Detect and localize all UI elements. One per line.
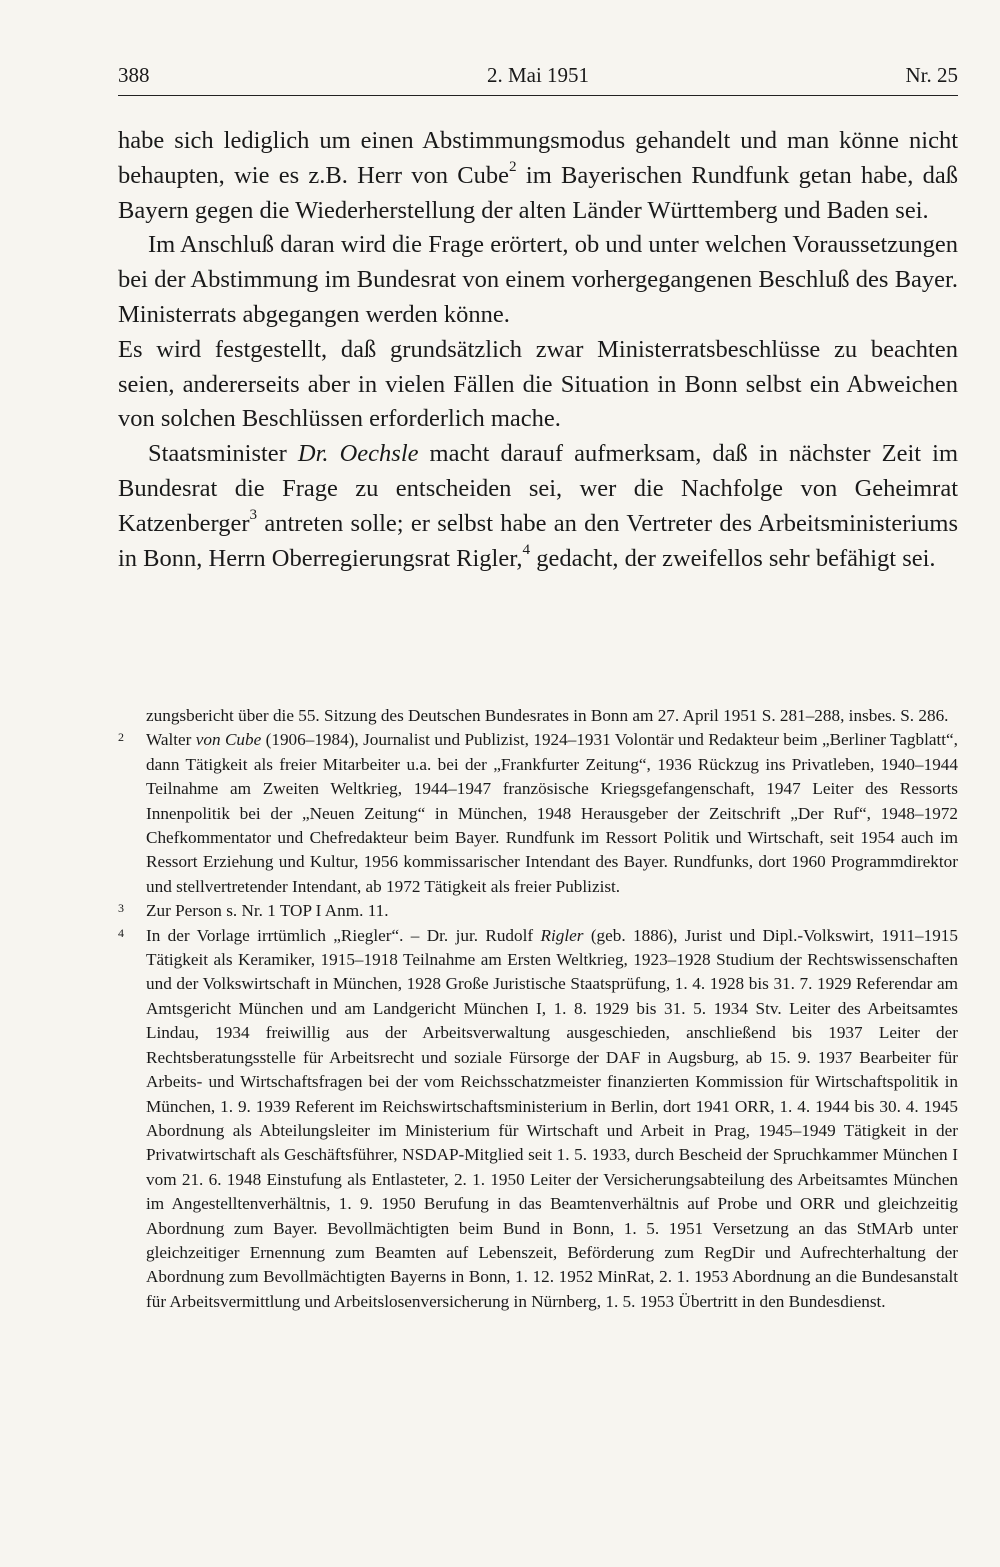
footnote-2-text-a: Walter bbox=[146, 730, 196, 750]
footnote-continuation bbox=[118, 704, 958, 728]
footnote-continuation-text: zungsbericht über die 55. Sitzung des Deutschen Bundesrates in Bonn am 27. April 1951 S. 281–288, insbes. S. 286. bbox=[146, 706, 949, 725]
footnote-2 bbox=[118, 728, 958, 899]
page-number: 388 bbox=[118, 63, 150, 87]
paragraph-1 bbox=[118, 124, 958, 228]
person-name-oechsle: Dr. Oechsle bbox=[297, 440, 419, 468]
footnote-ref-2[interactable]: 2 bbox=[509, 158, 517, 176]
paragraph-4-text-b: macht darauf aufmerksam, daß in nächster Zeit im Bundesrat die Frage zu entscheiden sei, wer die Nachfolge von Geheimrat Katzenberger bbox=[118, 440, 959, 537]
footnote-ref-4[interactable]: 4 bbox=[522, 541, 531, 559]
paragraph-4-text-a: Staatsminister bbox=[148, 440, 298, 468]
footnote-3 bbox=[118, 899, 958, 923]
footnote-2-number: 2 bbox=[118, 730, 124, 745]
footnote-2-text-b: (1906–1984), Journalist und Publizist, 1924–1931 Volontär und Redakteur beim „Berliner Tagblatt“, dann Tätigkeit als freier Mitarbeiter u.a. bei der „Frankfurter Zeitung“, 1936 Rückzug ins Privatleben, 1940–1944 Teilnahme am Zweiten Weltkrieg, 1944–1947 französische Kriegsgefangenschaft, 1947 Leiter des Ressorts Innenpolitik bei der „Neuen Zeitung“ in München, 1948 Herausgeber der Zeitschrift „Der Ruf“, 1948–1972 Chefkommentator und Chefredakteur beim Bayer. Rundfunk im Ressort Politik und Wirtschaft, seit 1954 auch im Ressort Erziehung und Kultur, 1956 kommissarischer Intendant des Bayer. Rundfunks, dort 1960 Programmdirektor und stellvertretender Intendant, ab 1972 Tätigkeit als freier Publizist. bbox=[146, 730, 958, 896]
footnote-4-number: 4 bbox=[118, 925, 124, 940]
page-date: 2. Mai 1951 bbox=[486, 63, 590, 87]
main-text bbox=[118, 124, 958, 576]
paragraph-4 bbox=[118, 437, 958, 576]
person-name-rigler: Rigler bbox=[540, 925, 584, 945]
footnote-2-text bbox=[146, 728, 958, 899]
paragraph-1-text-a: habe sich lediglich um einen Abstimmungsmodus gehandelt und man könne nicht behaupten, wie es z.B. Herr von Cube bbox=[118, 127, 958, 189]
footnote-4-text-a: In der Vorlage irrtümlich „Riegler“. – Dr. jur. Rudolf bbox=[146, 925, 541, 945]
footnote-3-text: Zur Person s. Nr. 1 TOP I Anm. 11. bbox=[146, 901, 389, 921]
paragraph-4-text-c: antreten solle; er selbst habe an den Vertreter des Arbeitsministeriums in Bonn, Herrn Oberregierungsrat Rigler, bbox=[118, 509, 958, 572]
paragraph-1-text-b: im Bayerischen Rundfunk getan habe, daß Bayern gegen die Wiederherstellung der alten Länder Württemberg und Baden sei. bbox=[118, 161, 958, 224]
header-rule bbox=[118, 95, 958, 96]
footnote-4 bbox=[118, 924, 958, 1315]
paragraph-4-text-d: gedacht, der zweifellos sehr befähigt sei. bbox=[530, 544, 936, 572]
footnote-4-text-b: (geb. 1886), Jurist und Dipl.-Volkswirt, 1911–1915 Tätigkeit als Keramiker, 1915–1918 Teilnahme am Ersten Weltkrieg, 1923–1928 Studium der Rechtswissenschaften und der Volkswirtschaft in München, 1928 Große Juristische Staatsprüfung, 1. 4. 1928 bis 31. 7. 1929 Referendar am Amtsgericht München und am Landgericht München I, 1. 8. 1929 bis 31. 5. 1934 Stv. Leiter des Arbeitsamtes Lindau, 1934 freiwillig aus der Arbeitsverwaltung ausgeschieden, anschließend bis 1937 Leiter der Rechtsberatungsstelle für Arbeitsrecht und soziale Fürsorge der DAF in Augsburg, ab 15. 9. 1937 Bearbeiter für Arbeits- und Wirtschaftsfragen bei der vom Reichsschatzmeister finanzierten Kommission für Wirtschaftspolitik in München, 1. 9. 1939 Referent im Reichswirtschaftsministerium in Berlin, dort 1941 ORR, 1. 4. 1944 bis 30. 4. 1945 Abordnung als Abteilungsleiter im Ministerium für Wirtschaft und Arbeit in Prag, 1945–1949 Tätigkeit in der Privatwirtschaft als Geschäftsführer, NSDAP-Mitglied seit 1. 5. 1933, durch Bescheid der Spruchkammer München I vom 21. 6. 1948 Einstufung als Entlasteter, 2. 1. 1950 Leiter der Versicherungsabteilung des Arbeitsamtes München im Angestelltenverhältnis, 1. 9. 1950 Berufung in das Beamtenverhältnis auf Probe und ORR und gleichzeitig Abordnung zum Bayer. Bevollmächtigten beim Bund in Bonn, 1. 5. 1951 Versetzung an das StMArb unter gleichzeitiger Ernennung zum Beamten auf Lebenszeit, Beförderung zum RegDir und Aufrechterhaltung der Abordnung zum Bevollmächtigten Bayerns in Bonn, 1. 12. 1952 MinRat, 2. 1. 1953 Abordnung an die Bundesanstalt für Arbeitsvermittlung und Arbeitslosenversicherung in Nürnberg, 1. 5. 1953 Übertritt in den Bundesdienst. bbox=[146, 925, 958, 1311]
issue-number: Nr. 25 bbox=[905, 63, 958, 87]
paragraph-3: Es wird festgestellt, daß grundsätzlich zwar Ministerratsbeschlüsse zu beachten seien, andererseits aber in vielen Fällen die Situation in Bonn selbst ein Abweichen von solchen Beschlüssen erforderlich mache. bbox=[118, 335, 958, 433]
footnotes bbox=[118, 704, 958, 1314]
page-header bbox=[118, 58, 958, 92]
footnote-4-text bbox=[146, 924, 958, 1315]
person-name-cube: von Cube bbox=[195, 730, 262, 750]
footnote-ref-3[interactable]: 3 bbox=[249, 506, 258, 524]
footnote-3-number: 3 bbox=[118, 901, 124, 916]
paragraph-2: Im Anschluß daran wird die Frage erörtert, ob und unter welchen Voraussetzungen bei der Abstimmung im Bundesrat von einem vorhergegangenen Beschluß des Bayer. Ministerrats abgegangen werden könne. bbox=[118, 231, 958, 328]
